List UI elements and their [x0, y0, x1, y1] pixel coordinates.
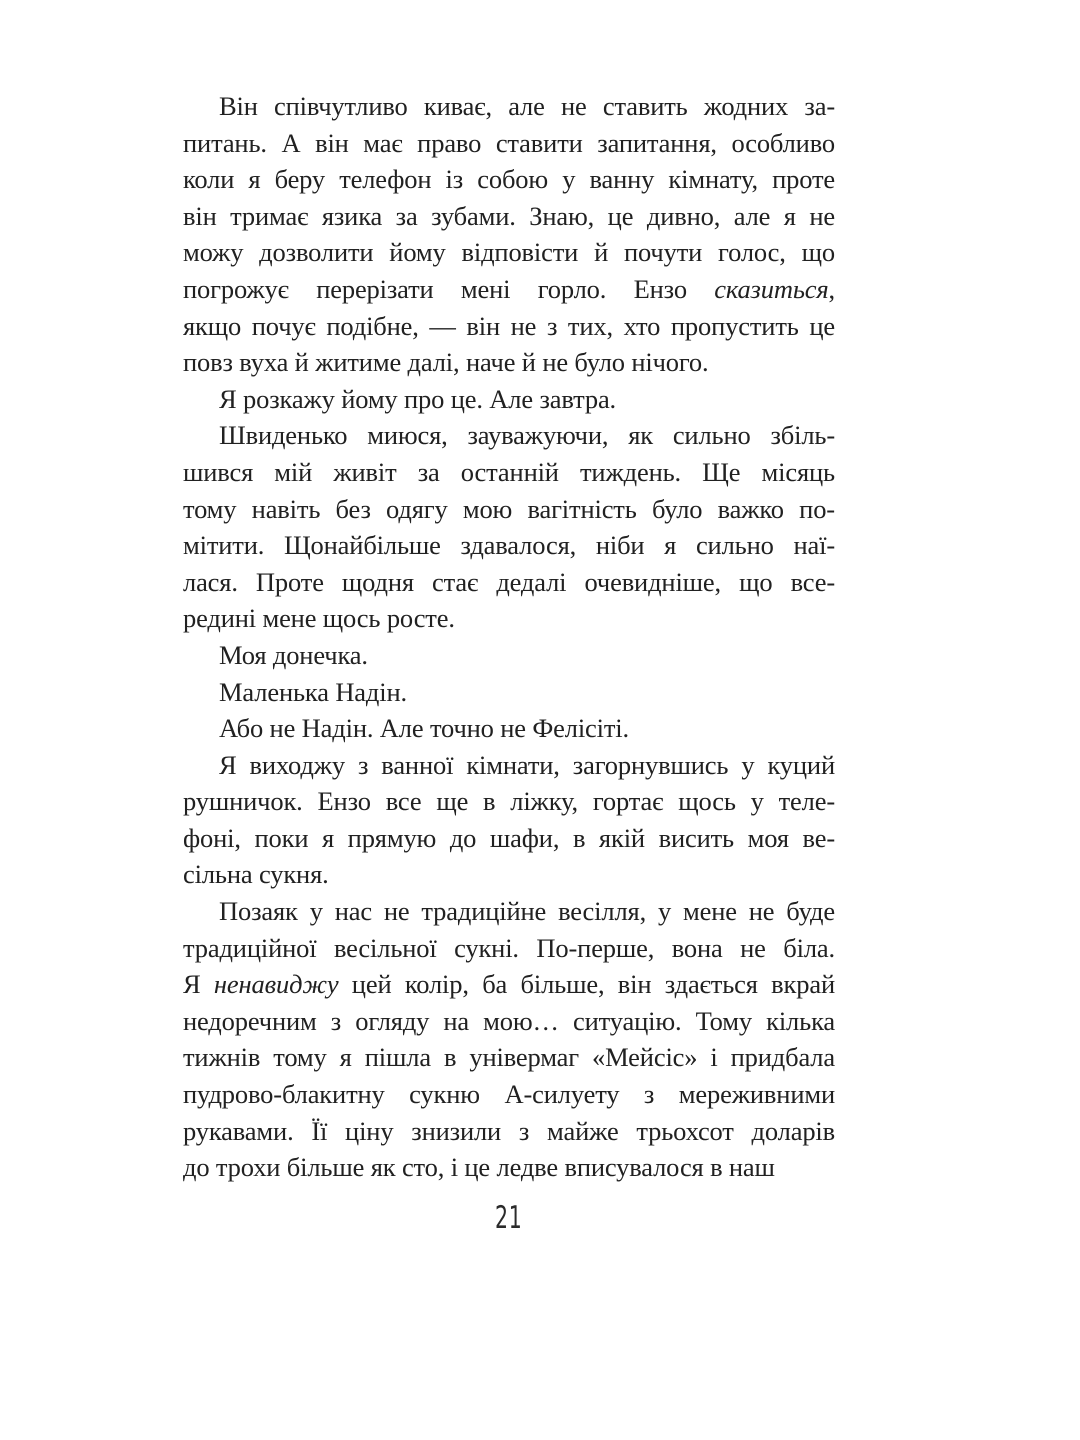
text-line: тижнів тому я пішла в універмаг «Мейсіс» і придбала	[183, 1042, 835, 1073]
text-line: рукавами. Її ціну знизили з майже трьохсот доларів	[183, 1115, 835, 1146]
text-line: коли я беру телефон із собою у ванну кімнату, проте	[183, 164, 835, 195]
text-block	[183, 88, 835, 1186]
text-line: до трохи більше як сто, і це ледве вписувалося в наш	[183, 1152, 775, 1183]
text-line: фоні, поки я прямую до шафи, в якій висить моя ве-	[183, 822, 835, 853]
text-line: Я виходжу з ванної кімнати, загорнувшись у куций	[219, 749, 835, 780]
text-line: Маленька Надін.	[219, 676, 407, 707]
text-line: Я ненавиджу цей колір, ба більше, він здається вкрай	[183, 969, 835, 1000]
page-number-value: 21	[495, 1200, 523, 1236]
text-line: можу дозволити йому відповісти й почути голос, що	[183, 237, 835, 268]
text-line: мітити. Щонайбільше здавалося, ніби я сильно наї-	[183, 530, 835, 561]
text-line: лася. Проте щодня стає дедалі очевидніше, що все-	[183, 566, 835, 597]
text-line: пудрово-блакитну сукню А-силуету з мереживними	[183, 1079, 835, 1110]
text-line: Позаяк у нас не традиційне весілля, у мене не буде	[219, 896, 835, 927]
text-line: недоречним з огляду на мою… ситуацію. Тому кілька	[183, 1005, 835, 1036]
text-line: Швиденько миюся, зауважуючи, як сильно збіль-	[219, 420, 835, 451]
text-line: якщо почує подібне, — він не з тих, хто пропустить це	[183, 310, 835, 341]
text-line: він тримає язика за зубами. Знаю, це дивно, але я не	[183, 200, 835, 231]
text-line: повз вуха й житиме далі, наче й не було нічого.	[183, 347, 709, 378]
page-number	[183, 1200, 835, 1236]
text-line: сільна сукня.	[183, 859, 329, 890]
text-line: традиційної весільної сукні. По-перше, вона не біла.	[183, 932, 835, 963]
text-line: тому навіть без одягу мою вагітність було важко по-	[183, 493, 835, 524]
text-line: редині мене щось росте.	[183, 603, 455, 634]
text-line: Він співчутливо киває, але не ставить жодних за-	[219, 91, 835, 121]
text-line: питань. А він має право ставити запитання, особливо	[183, 127, 835, 158]
text-line: Моя донечка.	[219, 639, 368, 670]
text-line: Або не Надін. Але точно не Фелісіті.	[219, 713, 629, 744]
text-line: шився мій живіт за останній тиждень. Ще місяць	[183, 456, 835, 487]
text-line: рушничок. Ензо все ще в ліжку, гортає щось у теле-	[183, 786, 835, 817]
text-line: погрожує перерізати мені горло. Ензо сказиться,	[183, 273, 835, 304]
text-line: Я розкажу йому про це. Але завтра.	[219, 383, 617, 414]
